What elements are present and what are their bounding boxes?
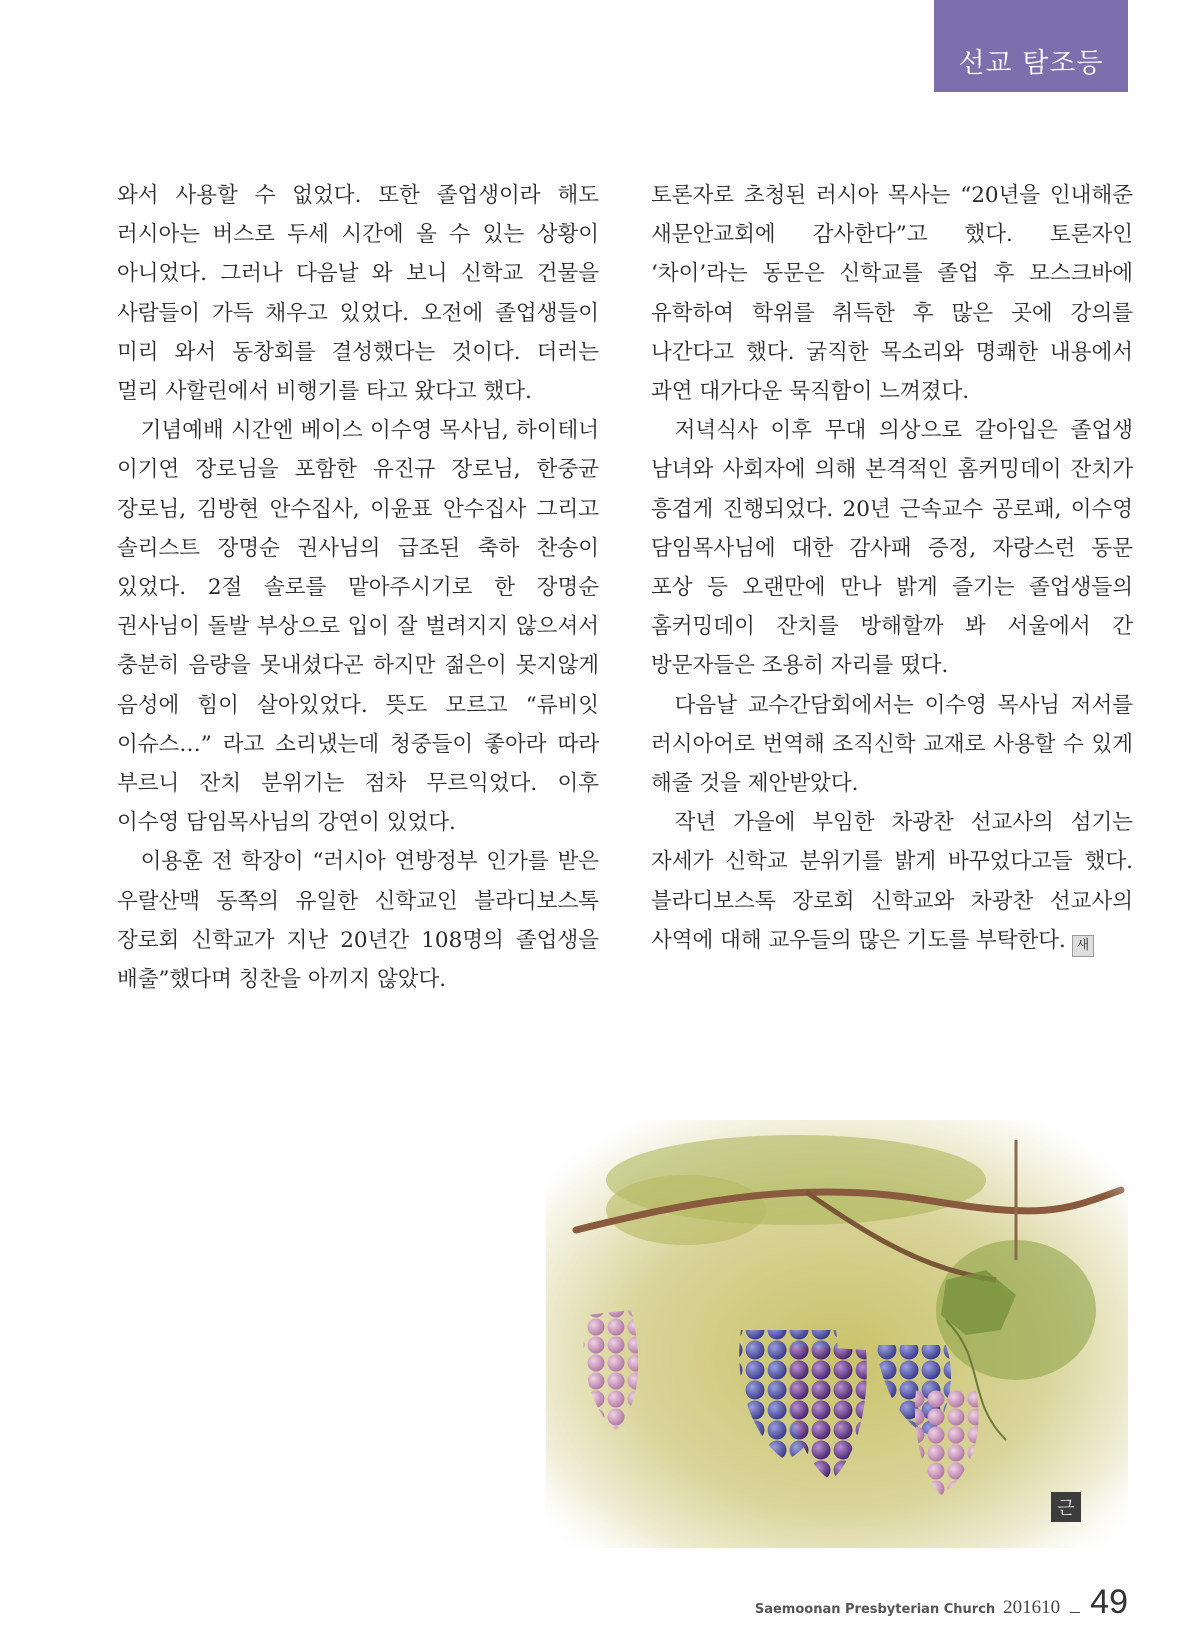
page-number: 49 bbox=[1090, 1583, 1128, 1621]
section-label: 선교 탐조등 bbox=[958, 48, 1104, 79]
right-column bbox=[651, 176, 1133, 960]
page-footer bbox=[755, 1583, 1128, 1622]
church-name: Saemoonan Presbyterian Church bbox=[754, 1602, 996, 1617]
painting-illustration bbox=[546, 1120, 1128, 1548]
paragraph: 다음날 교수간담회에서는 이수영 목사님 저서를 러시아어로 번역해 조직신학 교재로 사용할 수 있게 해줄 것을 제안받았다. bbox=[651, 692, 1133, 797]
left-column bbox=[117, 176, 599, 999]
paragraph-text: 작년 가을에 부임한 차광찬 선교사의 섬기는 자세가 신학교 분위기를 밝게 바꾸었다고들 했다. 블라디보스톡 장로회 신학교와 차광찬 선교사의 사역에 대해 교우들의 많은 기도를 부탁한다. bbox=[651, 810, 1133, 953]
end-mark-icon: 새 bbox=[1072, 935, 1094, 957]
paragraph: 와서 사용할 수 없었다. 또한 졸업생이라 해도 러시아는 버스로 두세 시간에 올 수 있는 상황이 아니었다. 그러나 다음날 와 보니 신학교 건물을 사람들이 가득 채우고 있었다. 오전에 졸업생들이 미리 와서 동창회를 결성했다는 것이다. 더러는 멀리 사할린에서 비행기를 타고 왔다고 했다. bbox=[117, 183, 599, 405]
paragraph: 이용훈 전 학장이 “러시아 연방정부 인가를 받은 우랄산맥 동쪽의 유일한 신학교인 블라디보스톡 장로회 신학교가 지난 20년간 108명의 졸업생을 배출”했다며 칭찬을 아끼지 않았다. bbox=[117, 849, 599, 993]
footer-divider bbox=[1070, 1612, 1080, 1613]
issue-number: 201610 bbox=[1003, 1597, 1061, 1618]
paragraph bbox=[651, 803, 1133, 960]
section-tab bbox=[934, 0, 1128, 92]
paragraph: 기념예배 시간엔 베이스 이수영 목사님, 하이테너 이기연 장로님을 포함한 유진규 장로님, 한중균 장로님, 김방현 안수집사, 이윤표 안수집사 그리고 솔리스트 장명순 권사님의 급조된 축하 찬송이 있었다. 2절 솔로를 맡아주시기로 한 장명순 권사님이 돌발 부상으로 입이 잘 벌려지지 않으셔서 충분히 음량을 못내셨다곤 하지만 젊은이 못지않게 음성에 힘이 살아있었다. 뜻도 모르고 “류비잇 이슈스…” 라고 소리냈는데 청중들이 좋아라 따라 부르니 잔치 분위기는 점차 무르익었다. 이후 이수영 담임목사님의 강연이 있었다. bbox=[117, 418, 599, 836]
grape-watercolor-painting bbox=[546, 1120, 1128, 1548]
paragraph: 저녁식사 이후 무대 의상으로 갈아입은 졸업생 남녀와 사회자에 의해 본격적인 홈커밍데이 잔치가 흥겹게 진행되었다. 20년 근속교수 공로패, 이수영 담임목사님에 대한 감사패 증정, 자랑스런 동문 포상 등 오랜만에 만나 밝게 즐기는 졸업생들의 홈커밍데이 잔치를 방해할까 봐 서울에서 간 방문자들은 조용히 자리를 떴다. bbox=[651, 418, 1133, 679]
artist-seal: 근 bbox=[1057, 1498, 1075, 1519]
paragraph: 토론자로 초청된 러시아 목사는 “20년을 인내해준 새문안교회에 감사한다”고 했다. 토론자인 ‘차이’라는 동문은 신학교를 졸업 후 모스크바에 유학하여 학위를 취득한 후 많은 곳에 강의를 나간다고 했다. 굵직한 목소리와 명쾌한 내용에서 과연 대가다운 묵직함이 느껴졌다. bbox=[651, 183, 1133, 405]
